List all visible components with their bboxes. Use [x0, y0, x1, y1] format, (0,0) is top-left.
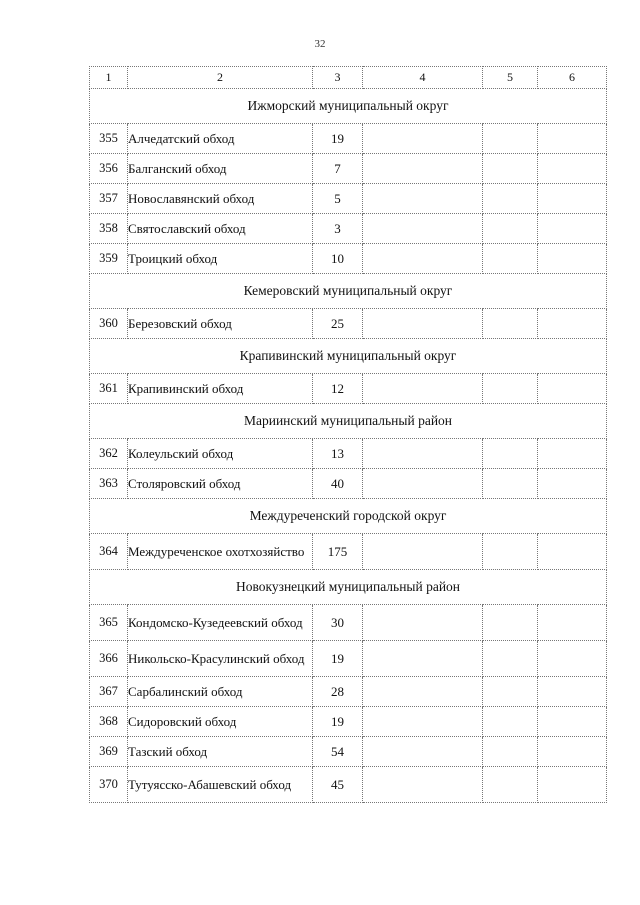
empty-cell [538, 605, 607, 641]
row-value: 30 [313, 605, 363, 641]
row-name: Святославский обход [128, 214, 313, 244]
empty-cell [363, 677, 483, 707]
table-row [90, 469, 607, 499]
empty-cell [538, 374, 607, 404]
empty-cell [363, 534, 483, 570]
table-row [90, 534, 607, 570]
empty-cell [483, 641, 538, 677]
row-number: 360 [90, 309, 128, 339]
row-number: 365 [90, 605, 128, 641]
empty-cell [483, 309, 538, 339]
empty-cell [483, 469, 538, 499]
row-name: Сидоровский обход [128, 707, 313, 737]
row-value: 28 [313, 677, 363, 707]
section-header-row [90, 404, 607, 439]
empty-cell [483, 767, 538, 803]
row-name: Тазский обход [128, 737, 313, 767]
row-value: 19 [313, 124, 363, 154]
empty-cell [363, 767, 483, 803]
section-title: Мариинский муниципальный район [90, 404, 607, 439]
row-value: 175 [313, 534, 363, 570]
section-header-row [90, 570, 607, 605]
table-row [90, 737, 607, 767]
table-body [90, 67, 607, 803]
row-number: 358 [90, 214, 128, 244]
column-header: 5 [483, 67, 538, 89]
row-name: Новославянский обход [128, 184, 313, 214]
empty-cell [363, 184, 483, 214]
row-value: 19 [313, 641, 363, 677]
column-header: 3 [313, 67, 363, 89]
empty-cell [538, 737, 607, 767]
empty-cell [538, 767, 607, 803]
table-row [90, 439, 607, 469]
column-header: 6 [538, 67, 607, 89]
row-name: Березовский обход [128, 309, 313, 339]
row-value: 45 [313, 767, 363, 803]
row-number: 370 [90, 767, 128, 803]
row-number: 364 [90, 534, 128, 570]
empty-cell [538, 534, 607, 570]
page-number: 32 [314, 38, 326, 50]
section-header-row [90, 274, 607, 309]
row-value: 3 [313, 214, 363, 244]
empty-cell [538, 154, 607, 184]
table-row [90, 605, 607, 641]
column-header: 4 [363, 67, 483, 89]
row-number: 368 [90, 707, 128, 737]
row-name: Столяровский обход [128, 469, 313, 499]
row-name: Троицкий обход [128, 244, 313, 274]
empty-cell [483, 124, 538, 154]
empty-cell [363, 374, 483, 404]
empty-cell [538, 439, 607, 469]
table-row [90, 374, 607, 404]
row-name: Кондомско-Кузедеевский обход [128, 605, 313, 641]
row-value: 54 [313, 737, 363, 767]
row-name: Междуреченское охотхозяйство [128, 534, 313, 570]
table-row [90, 214, 607, 244]
table-row [90, 677, 607, 707]
table-row [90, 154, 607, 184]
empty-cell [538, 214, 607, 244]
row-name: Балганский обход [128, 154, 313, 184]
row-name: Тутуясско-Абашевский обход [128, 767, 313, 803]
empty-cell [363, 641, 483, 677]
row-value: 25 [313, 309, 363, 339]
row-name: Колеульский обход [128, 439, 313, 469]
section-header-row [90, 499, 607, 534]
row-number: 366 [90, 641, 128, 677]
row-value: 12 [313, 374, 363, 404]
section-header-row [90, 89, 607, 124]
table-row [90, 707, 607, 737]
row-number: 356 [90, 154, 128, 184]
row-name: Крапивинский обход [128, 374, 313, 404]
row-number: 362 [90, 439, 128, 469]
data-table [89, 66, 607, 803]
table-header-row [90, 67, 607, 89]
column-header: 1 [90, 67, 128, 89]
table-row [90, 641, 607, 677]
empty-cell [483, 214, 538, 244]
empty-cell [363, 244, 483, 274]
empty-cell [538, 124, 607, 154]
table-row [90, 124, 607, 154]
empty-cell [483, 677, 538, 707]
row-number: 361 [90, 374, 128, 404]
empty-cell [538, 641, 607, 677]
empty-cell [483, 534, 538, 570]
section-header-row [90, 339, 607, 374]
table-row [90, 767, 607, 803]
empty-cell [483, 374, 538, 404]
row-value: 40 [313, 469, 363, 499]
empty-cell [483, 707, 538, 737]
table-row [90, 184, 607, 214]
empty-cell [483, 737, 538, 767]
section-title: Ижморский муниципальный округ [90, 89, 607, 124]
empty-cell [363, 605, 483, 641]
empty-cell [538, 244, 607, 274]
column-header: 2 [128, 67, 313, 89]
row-value: 5 [313, 184, 363, 214]
section-title: Крапивинский муниципальный округ [90, 339, 607, 374]
section-title: Новокузнецкий муниципальный район [90, 570, 607, 605]
empty-cell [538, 469, 607, 499]
empty-cell [363, 124, 483, 154]
section-title: Кемеровский муниципальный округ [90, 274, 607, 309]
empty-cell [363, 154, 483, 184]
empty-cell [483, 605, 538, 641]
empty-cell [538, 677, 607, 707]
section-title: Междуреченский городской округ [90, 499, 607, 534]
row-name: Алчедатский обход [128, 124, 313, 154]
row-value: 7 [313, 154, 363, 184]
empty-cell [363, 309, 483, 339]
row-value: 13 [313, 439, 363, 469]
row-number: 359 [90, 244, 128, 274]
empty-cell [538, 309, 607, 339]
empty-cell [363, 214, 483, 244]
empty-cell [363, 707, 483, 737]
row-number: 355 [90, 124, 128, 154]
row-number: 367 [90, 677, 128, 707]
empty-cell [483, 244, 538, 274]
empty-cell [538, 184, 607, 214]
row-name: Никольско-Красулинский обход [128, 641, 313, 677]
row-value: 19 [313, 707, 363, 737]
empty-cell [538, 707, 607, 737]
empty-cell [363, 439, 483, 469]
row-name: Сарбалинский обход [128, 677, 313, 707]
table-row [90, 244, 607, 274]
empty-cell [483, 154, 538, 184]
table-row [90, 309, 607, 339]
empty-cell [363, 469, 483, 499]
empty-cell [483, 439, 538, 469]
empty-cell [483, 184, 538, 214]
empty-cell [363, 737, 483, 767]
row-number: 369 [90, 737, 128, 767]
row-number: 363 [90, 469, 128, 499]
row-value: 10 [313, 244, 363, 274]
row-number: 357 [90, 184, 128, 214]
